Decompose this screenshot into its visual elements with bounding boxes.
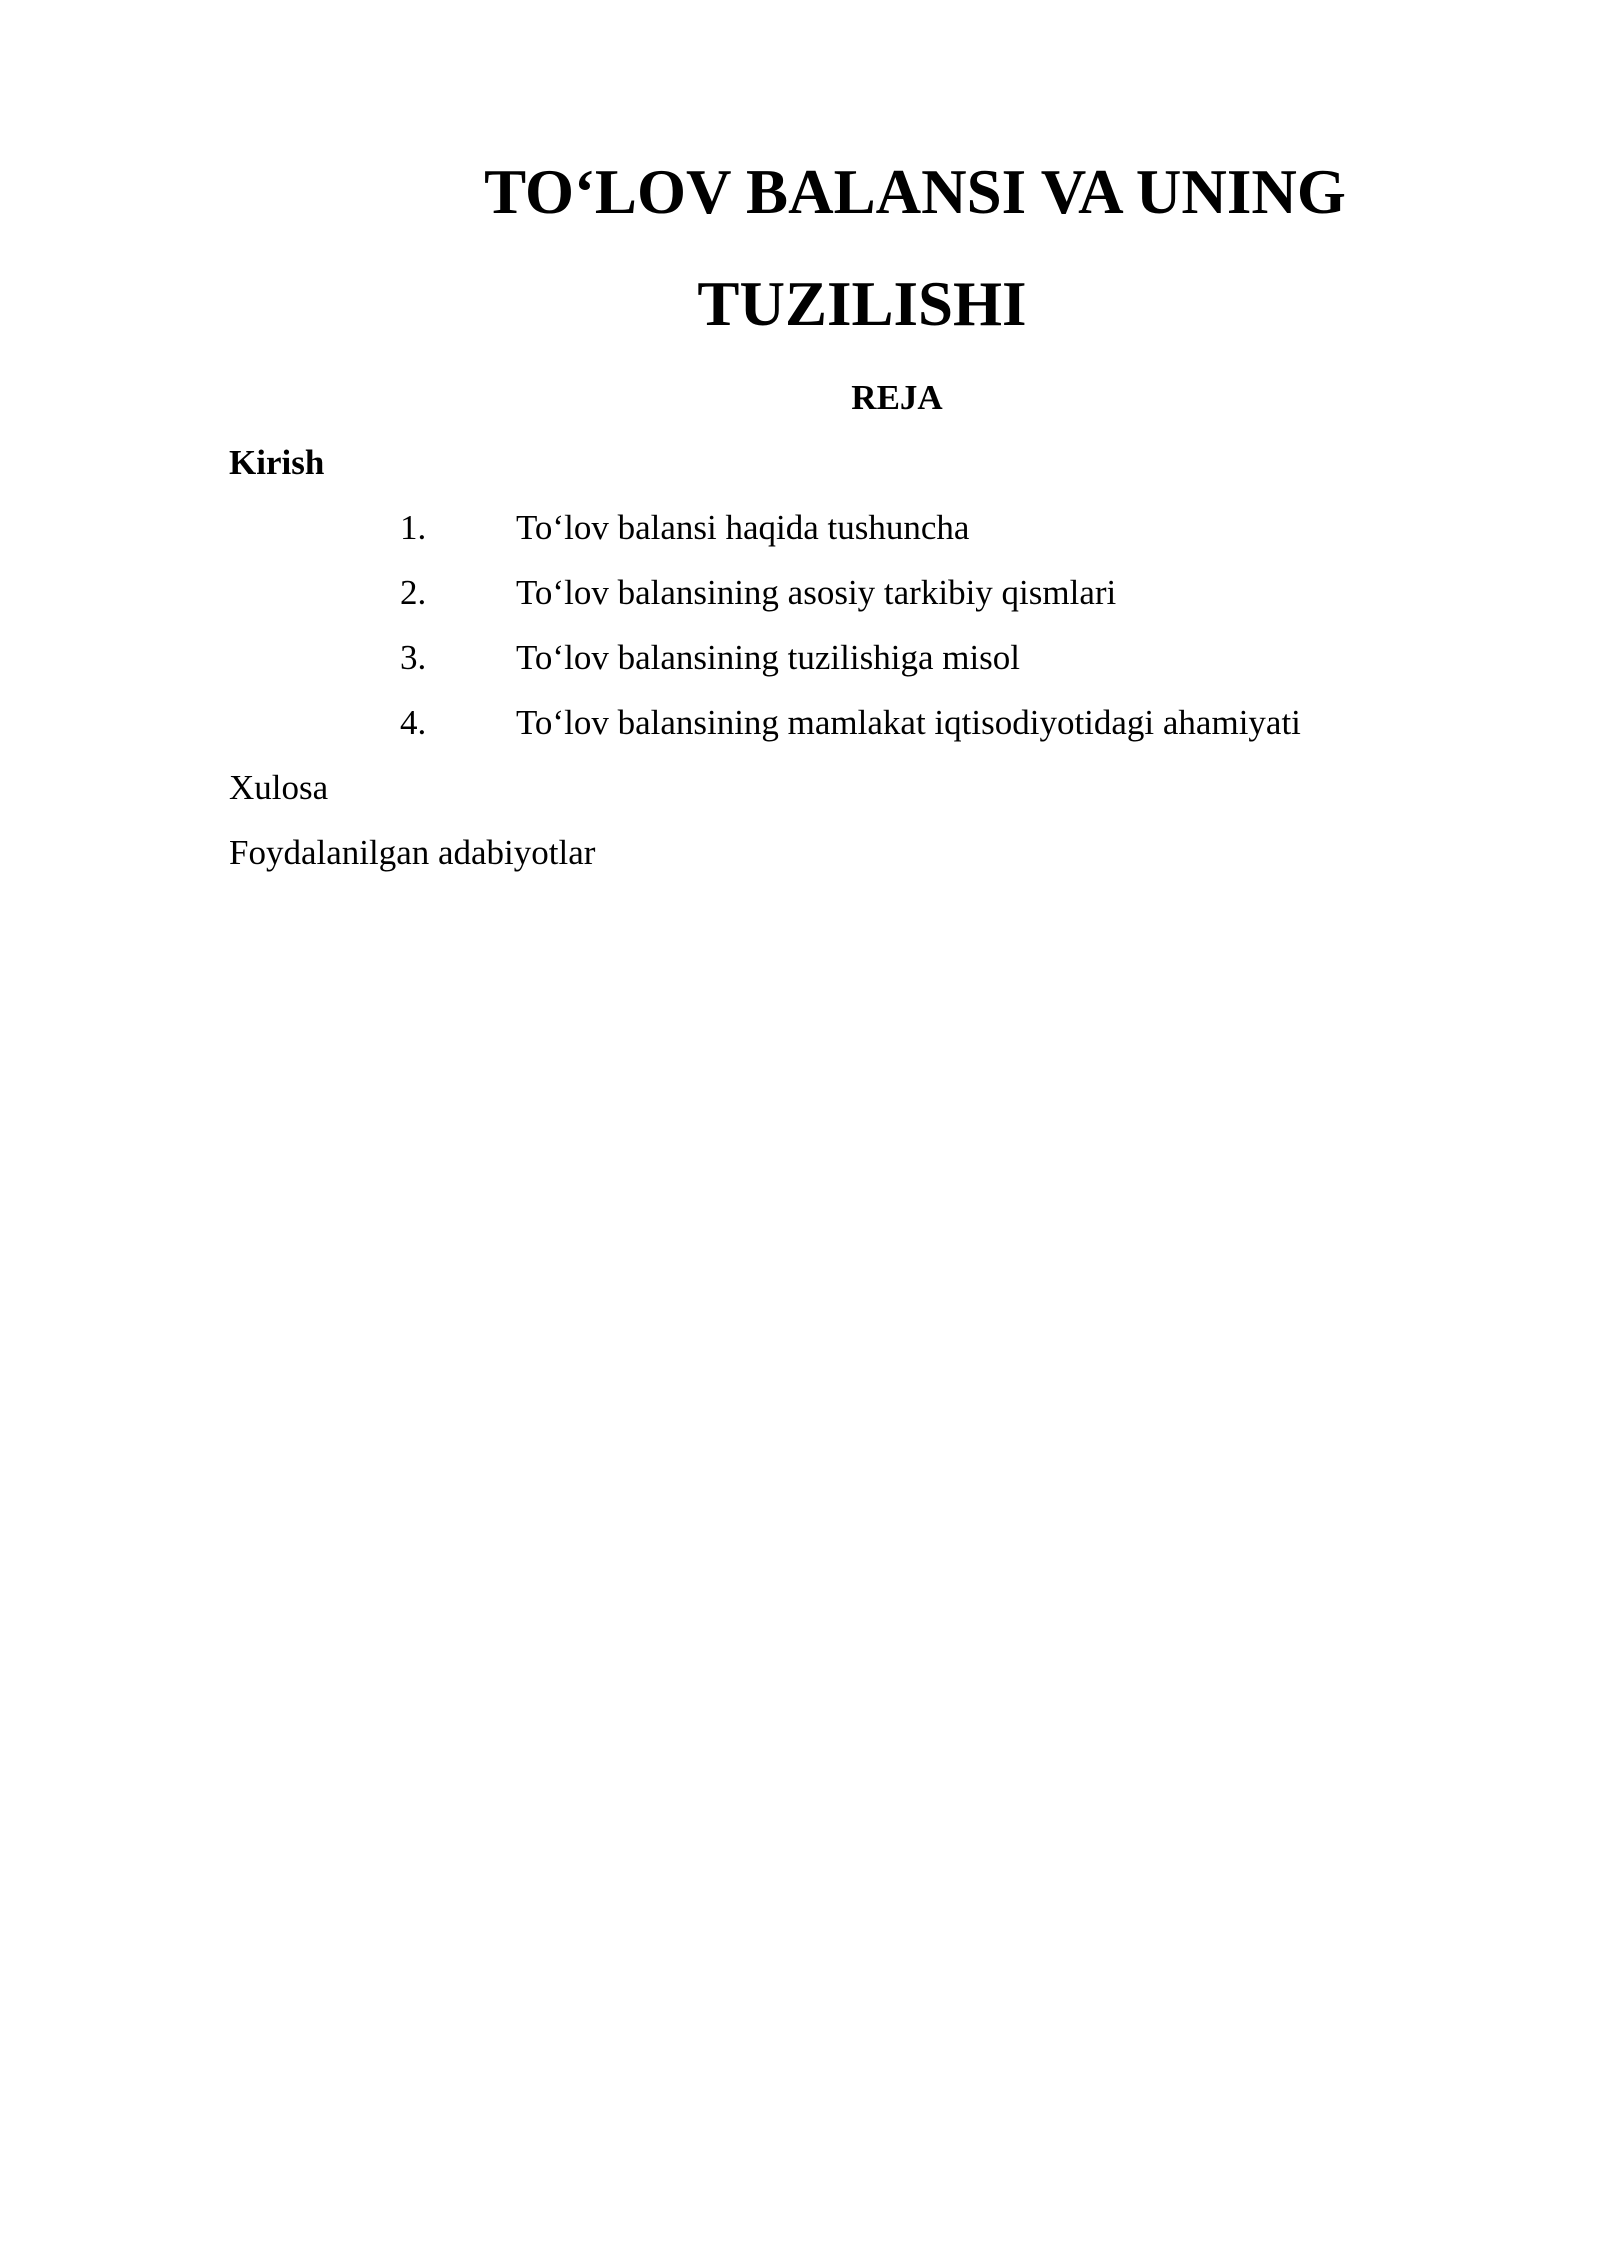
plan-item-1 [400,506,969,550]
plan-item-text: To‘lov balansining tuzilishiga misol [516,638,1021,677]
conclusion-label: Xulosa [229,768,329,807]
plan-item-2 [400,571,1116,615]
plan-heading: REJA [851,378,943,417]
references-label: Foydalanilgan adabiyotlar [229,833,596,872]
plan-item-number: 1. [400,508,427,547]
plan-item-4 [400,701,1301,745]
plan-item-3 [400,636,1020,680]
intro-label: Kirish [229,443,325,482]
plan-item-number: 4. [400,703,427,742]
document-title-line-1: TO‘LOV BALANSI VA UNING [484,157,1346,227]
document-title-line-2: TUZILISHI [697,269,1027,339]
plan-item-text: To‘lov balansining mamlakat iqtisodiyotidagi ahamiyati [516,703,1301,742]
plan-item-number: 2. [400,573,427,612]
plan-item-text: To‘lov balansi haqida tushuncha [516,508,970,547]
plan-item-number: 3. [400,638,427,677]
plan-item-text: To‘lov balansining asosiy tarkibiy qismlari [516,573,1117,612]
